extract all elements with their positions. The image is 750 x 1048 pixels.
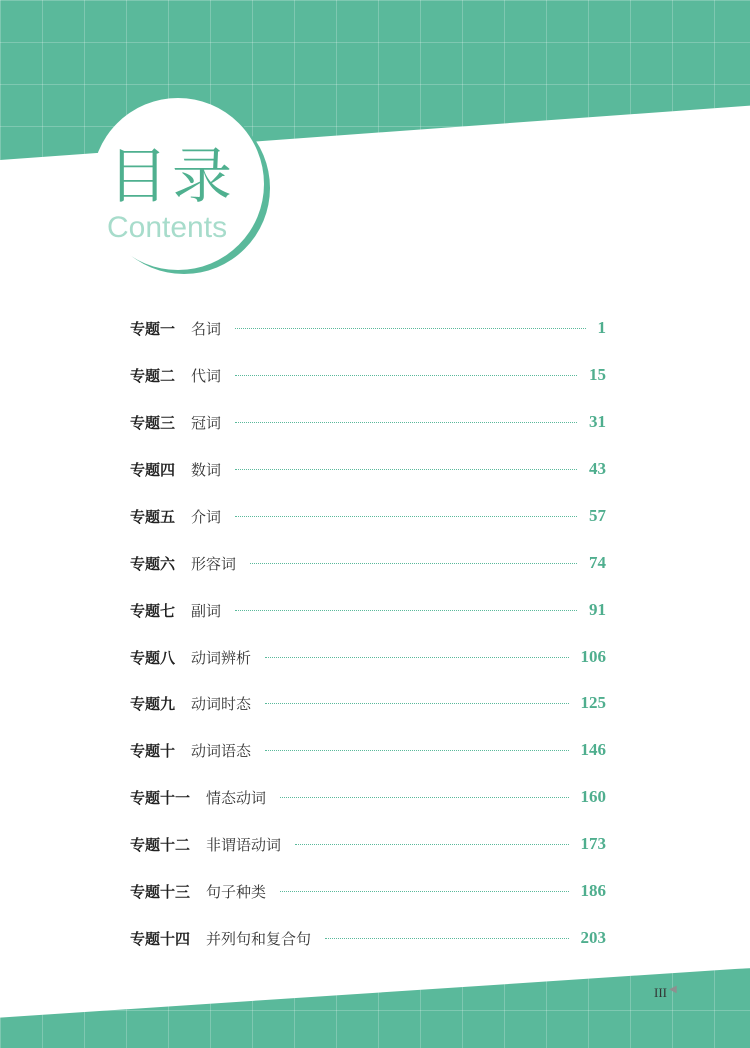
dotted-leader [280,891,568,892]
dotted-leader [235,328,585,329]
page-subtitle: Contents [107,211,228,244]
toc-entry-label: 专题十二 [130,835,191,854]
toc-entry-label: 专题六 [130,554,176,573]
toc-entry-topic: 动词时态 [191,694,252,713]
toc-entry-label: 专题十三 [130,882,191,901]
toc-entry-topic: 非谓语动词 [206,835,282,854]
toc-entry-label: 专题五 [130,507,176,526]
dotted-leader [280,797,568,798]
toc-entry-label: 专题一 [130,319,176,338]
toc-entry-page: 203 [580,928,606,947]
page-title: 目录 [108,142,236,212]
toc-entry-page: 160 [580,787,606,806]
toc-entry-topic: 副词 [191,601,222,620]
toc-entry-label: 专题二 [130,366,176,385]
toc-entry-page: 57 [589,506,606,525]
dotted-leader [295,844,568,845]
toc-entry[interactable] [130,877,606,905]
dotted-leader [265,703,568,704]
toc-entry-label: 专题十一 [130,788,191,807]
toc-entry-topic: 介词 [191,507,222,526]
toc-entry-label: 专题十四 [130,929,191,948]
toc-entry-page: 91 [589,600,606,619]
toc-entry[interactable] [130,830,606,858]
toc-entry-page: 15 [589,365,606,384]
toc-entry-topic: 动词辨析 [191,648,252,667]
toc-entry-topic: 冠词 [191,413,222,432]
page-number: III [654,985,667,1000]
toc-entry-topic: 名词 [191,319,222,338]
toc-entry[interactable] [130,643,606,671]
toc-entry-page: 173 [580,834,606,853]
dotted-leader [325,938,568,939]
toc-entry[interactable] [130,361,606,389]
toc-entry[interactable] [130,783,606,811]
toc-entry-page: 31 [589,412,606,431]
dotted-leader [235,516,577,517]
toc-entry-topic: 形容词 [191,554,237,573]
toc-entry[interactable] [130,924,606,952]
toc-entry-label: 专题八 [130,648,176,667]
toc-entry-topic: 句子种类 [206,882,267,901]
toc-entry-page: 186 [580,881,606,900]
toc-entry-page: 74 [589,553,606,572]
toc-entry-label: 专题七 [130,601,176,620]
triangle-left-icon: ◀ [669,984,677,995]
dotted-leader [235,610,577,611]
toc-entry-page: 125 [580,693,606,712]
toc-entry[interactable] [130,689,606,717]
toc-entry[interactable] [130,502,606,530]
dotted-leader [235,375,577,376]
toc-entry-page: 43 [589,459,606,478]
dotted-leader [265,657,568,658]
toc-entry[interactable] [130,736,606,764]
dotted-leader [250,563,577,564]
toc-entry[interactable] [130,596,606,624]
toc-entry[interactable] [130,314,606,342]
dotted-leader [235,422,577,423]
toc-entry-label: 专题四 [130,460,176,479]
toc-entry-page: 1 [597,318,606,337]
toc-entry-label: 专题三 [130,413,176,432]
toc-entry-topic: 并列句和复合句 [206,929,312,948]
toc-entry[interactable] [130,408,606,436]
dotted-leader [265,750,568,751]
dotted-leader [235,469,577,470]
toc-entry-label: 专题九 [130,694,176,713]
toc-entry-topic: 数词 [191,460,222,479]
toc-entry[interactable] [130,549,606,577]
toc-entry-topic: 代词 [191,366,222,385]
toc-entry-page: 106 [580,647,606,666]
toc-entry-label: 专题十 [130,741,176,760]
toc-entry-topic: 动词语态 [191,741,252,760]
toc-entry-page: 146 [580,740,606,759]
toc-entry[interactable] [130,455,606,483]
toc-entry-topic: 情态动词 [206,788,267,807]
